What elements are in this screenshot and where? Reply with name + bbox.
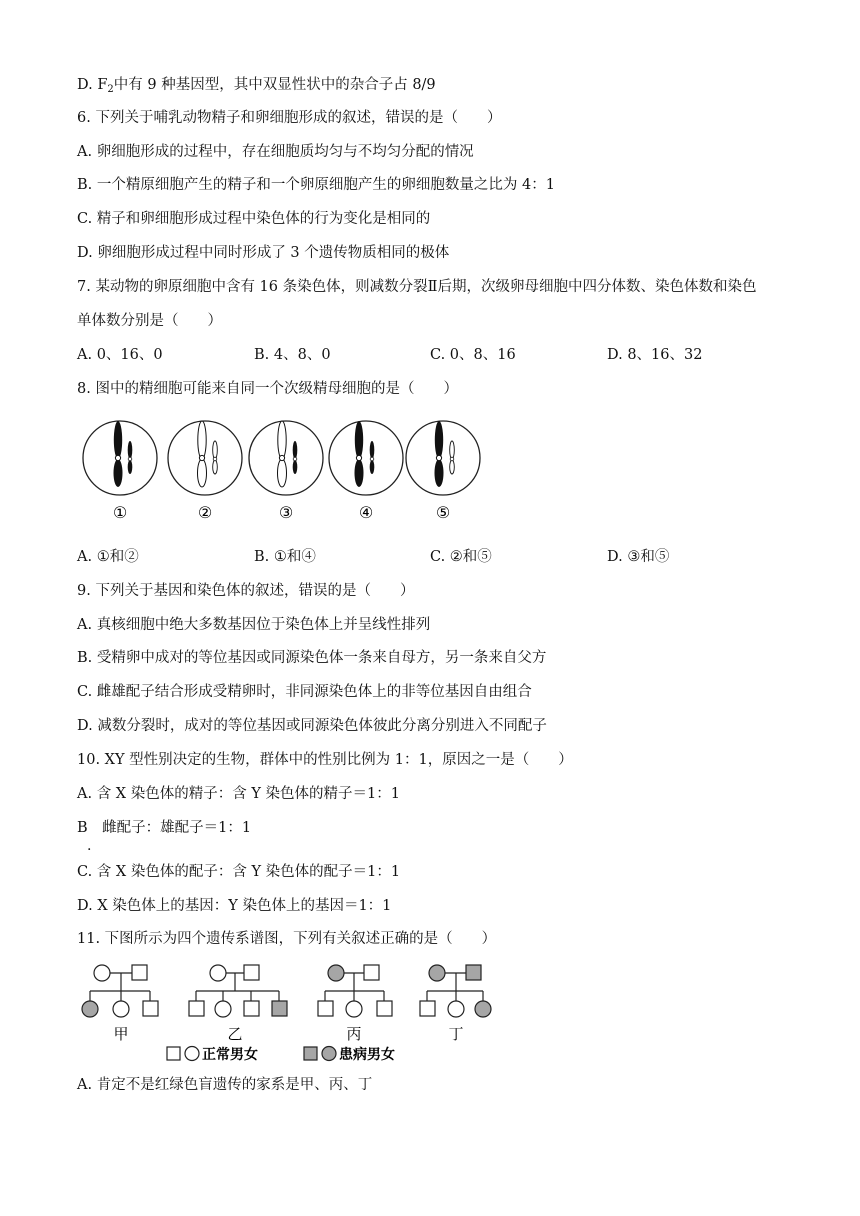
legend-normal-label: 正常男女 <box>202 1047 258 1063</box>
pedigree-bing <box>318 965 392 1017</box>
cell-label-5: ⑤ <box>435 503 451 522</box>
pedigree-yi <box>189 965 287 1017</box>
q8-option-c: C. ②和⑤ <box>430 549 492 565</box>
sperm-cell-5 <box>406 421 480 495</box>
cell-label-2: ② <box>197 503 213 522</box>
q11-option-a: A. 肯定不是红绿色盲遗传的家系是甲、丙、丁 <box>77 1077 373 1093</box>
q7-option-b: B. 4、8、0 <box>254 347 331 363</box>
q11-stem: 11. 下图所示为四个遗传系谱图，下列有关叙述正确的是（ ） <box>77 931 497 947</box>
q8-option-a: A. ①和② <box>77 549 139 565</box>
sperm-cells-figure <box>80 410 500 530</box>
q9-option-b: B. 受精卵中成对的等位基因或同源染色体一条来自母方，另一条来自父方 <box>77 650 547 666</box>
stray-dot: . <box>87 838 92 854</box>
legend-affected-label: 患病男女 <box>339 1047 395 1063</box>
pedigree-label-yi: 乙 <box>227 1025 243 1043</box>
q7-stem-line2: 单体数分别是（ ） <box>77 313 222 329</box>
cell-label-4: ④ <box>358 503 374 522</box>
q10-option-b: B 雌配子：雄配子＝1：1 <box>77 820 252 836</box>
q6-option-d: D. 卵细胞形成过程中同时形成了 3 个遗传物质相同的极体 <box>77 245 450 261</box>
pedigree-label-ding: 丁 <box>448 1025 464 1043</box>
sperm-cell-1 <box>83 421 157 495</box>
q6-option-a: A. 卵细胞形成的过程中，存在细胞质均匀与不均匀分配的情况 <box>77 144 474 160</box>
pedigree-label-jia: 甲 <box>113 1025 129 1043</box>
q6-option-b: B. 一个精原细胞产生的精子和一个卵原细胞产生的卵细胞数量之比为 4：1 <box>77 177 555 193</box>
q7-option-c: C. 0、8、16 <box>430 347 516 363</box>
legend-affected-male-icon <box>304 1047 317 1060</box>
pedigree-ding <box>420 965 491 1017</box>
q10-option-c: C. 含 X 染色体的配子：含 Y 染色体的配子＝1：1 <box>77 864 401 880</box>
q9-option-a: A. 真核细胞中绝大多数基因位于染色体上并呈线性排列 <box>77 617 431 633</box>
q5-option-d-prefix: D. F <box>77 77 108 93</box>
cell-label-1: ① <box>112 503 128 522</box>
pedigree-label-bing: 丙 <box>346 1025 362 1043</box>
q10-option-a: A. 含 X 染色体的精子：含 Y 染色体的精子＝1：1 <box>77 786 400 802</box>
sperm-cell-3 <box>249 421 323 495</box>
q9-option-c: C. 雌雄配子结合形成受精卵时，非同源染色体上的非等位基因自由组合 <box>77 684 532 700</box>
q7-stem-line1: 7. 某动物的卵原细胞中含有 16 条染色体，则减数分裂Ⅱ后期，次级卵母细胞中四分体数、染色体数和染色 <box>77 279 757 295</box>
legend-normal-male-icon <box>167 1047 180 1060</box>
legend-affected-female-icon <box>322 1047 336 1061</box>
q8-option-b: B. ①和④ <box>254 549 316 565</box>
q5-option-d-text: 中有 9 种基因型，其中双显性状中的杂合子占 8/9 <box>113 77 436 93</box>
q6-option-c: C. 精子和卵细胞形成过程中染色体的行为变化是相同的 <box>77 211 431 227</box>
sperm-cell-2 <box>168 421 242 495</box>
q10-option-d: D. X 染色体上的基因：Y 染色体上的基因＝1：1 <box>77 898 392 914</box>
q6-stem: 6. 下列关于哺乳动物精子和卵细胞形成的叙述，错误的是（ ） <box>77 110 502 126</box>
q8-option-d: D. ③和⑤ <box>607 549 670 565</box>
q7-option-a: A. 0、16、0 <box>77 347 163 363</box>
cell-label-3: ③ <box>278 503 294 522</box>
pedigree-jia <box>82 965 158 1017</box>
q9-option-d: D. 减数分裂时，成对的等位基因或同源染色体彼此分离分别进入不同配子 <box>77 718 547 734</box>
q9-stem: 9. 下列关于基因和染色体的叙述，错误的是（ ） <box>77 583 415 599</box>
pedigree-figure <box>78 960 498 1070</box>
sperm-cell-4 <box>329 421 403 495</box>
q7-option-d: D. 8、16、32 <box>607 347 703 363</box>
q10-stem: 10. XY 型性别决定的生物，群体中的性别比例为 1：1，原因之一是（ ） <box>77 752 573 768</box>
q5-option-d <box>77 75 436 100</box>
legend-normal-female-icon <box>185 1047 199 1061</box>
q5-option-d-subscript: 2 <box>107 84 114 95</box>
q8-stem: 8. 图中的精细胞可能来自同一个次级精母细胞的是（ ） <box>77 381 458 397</box>
